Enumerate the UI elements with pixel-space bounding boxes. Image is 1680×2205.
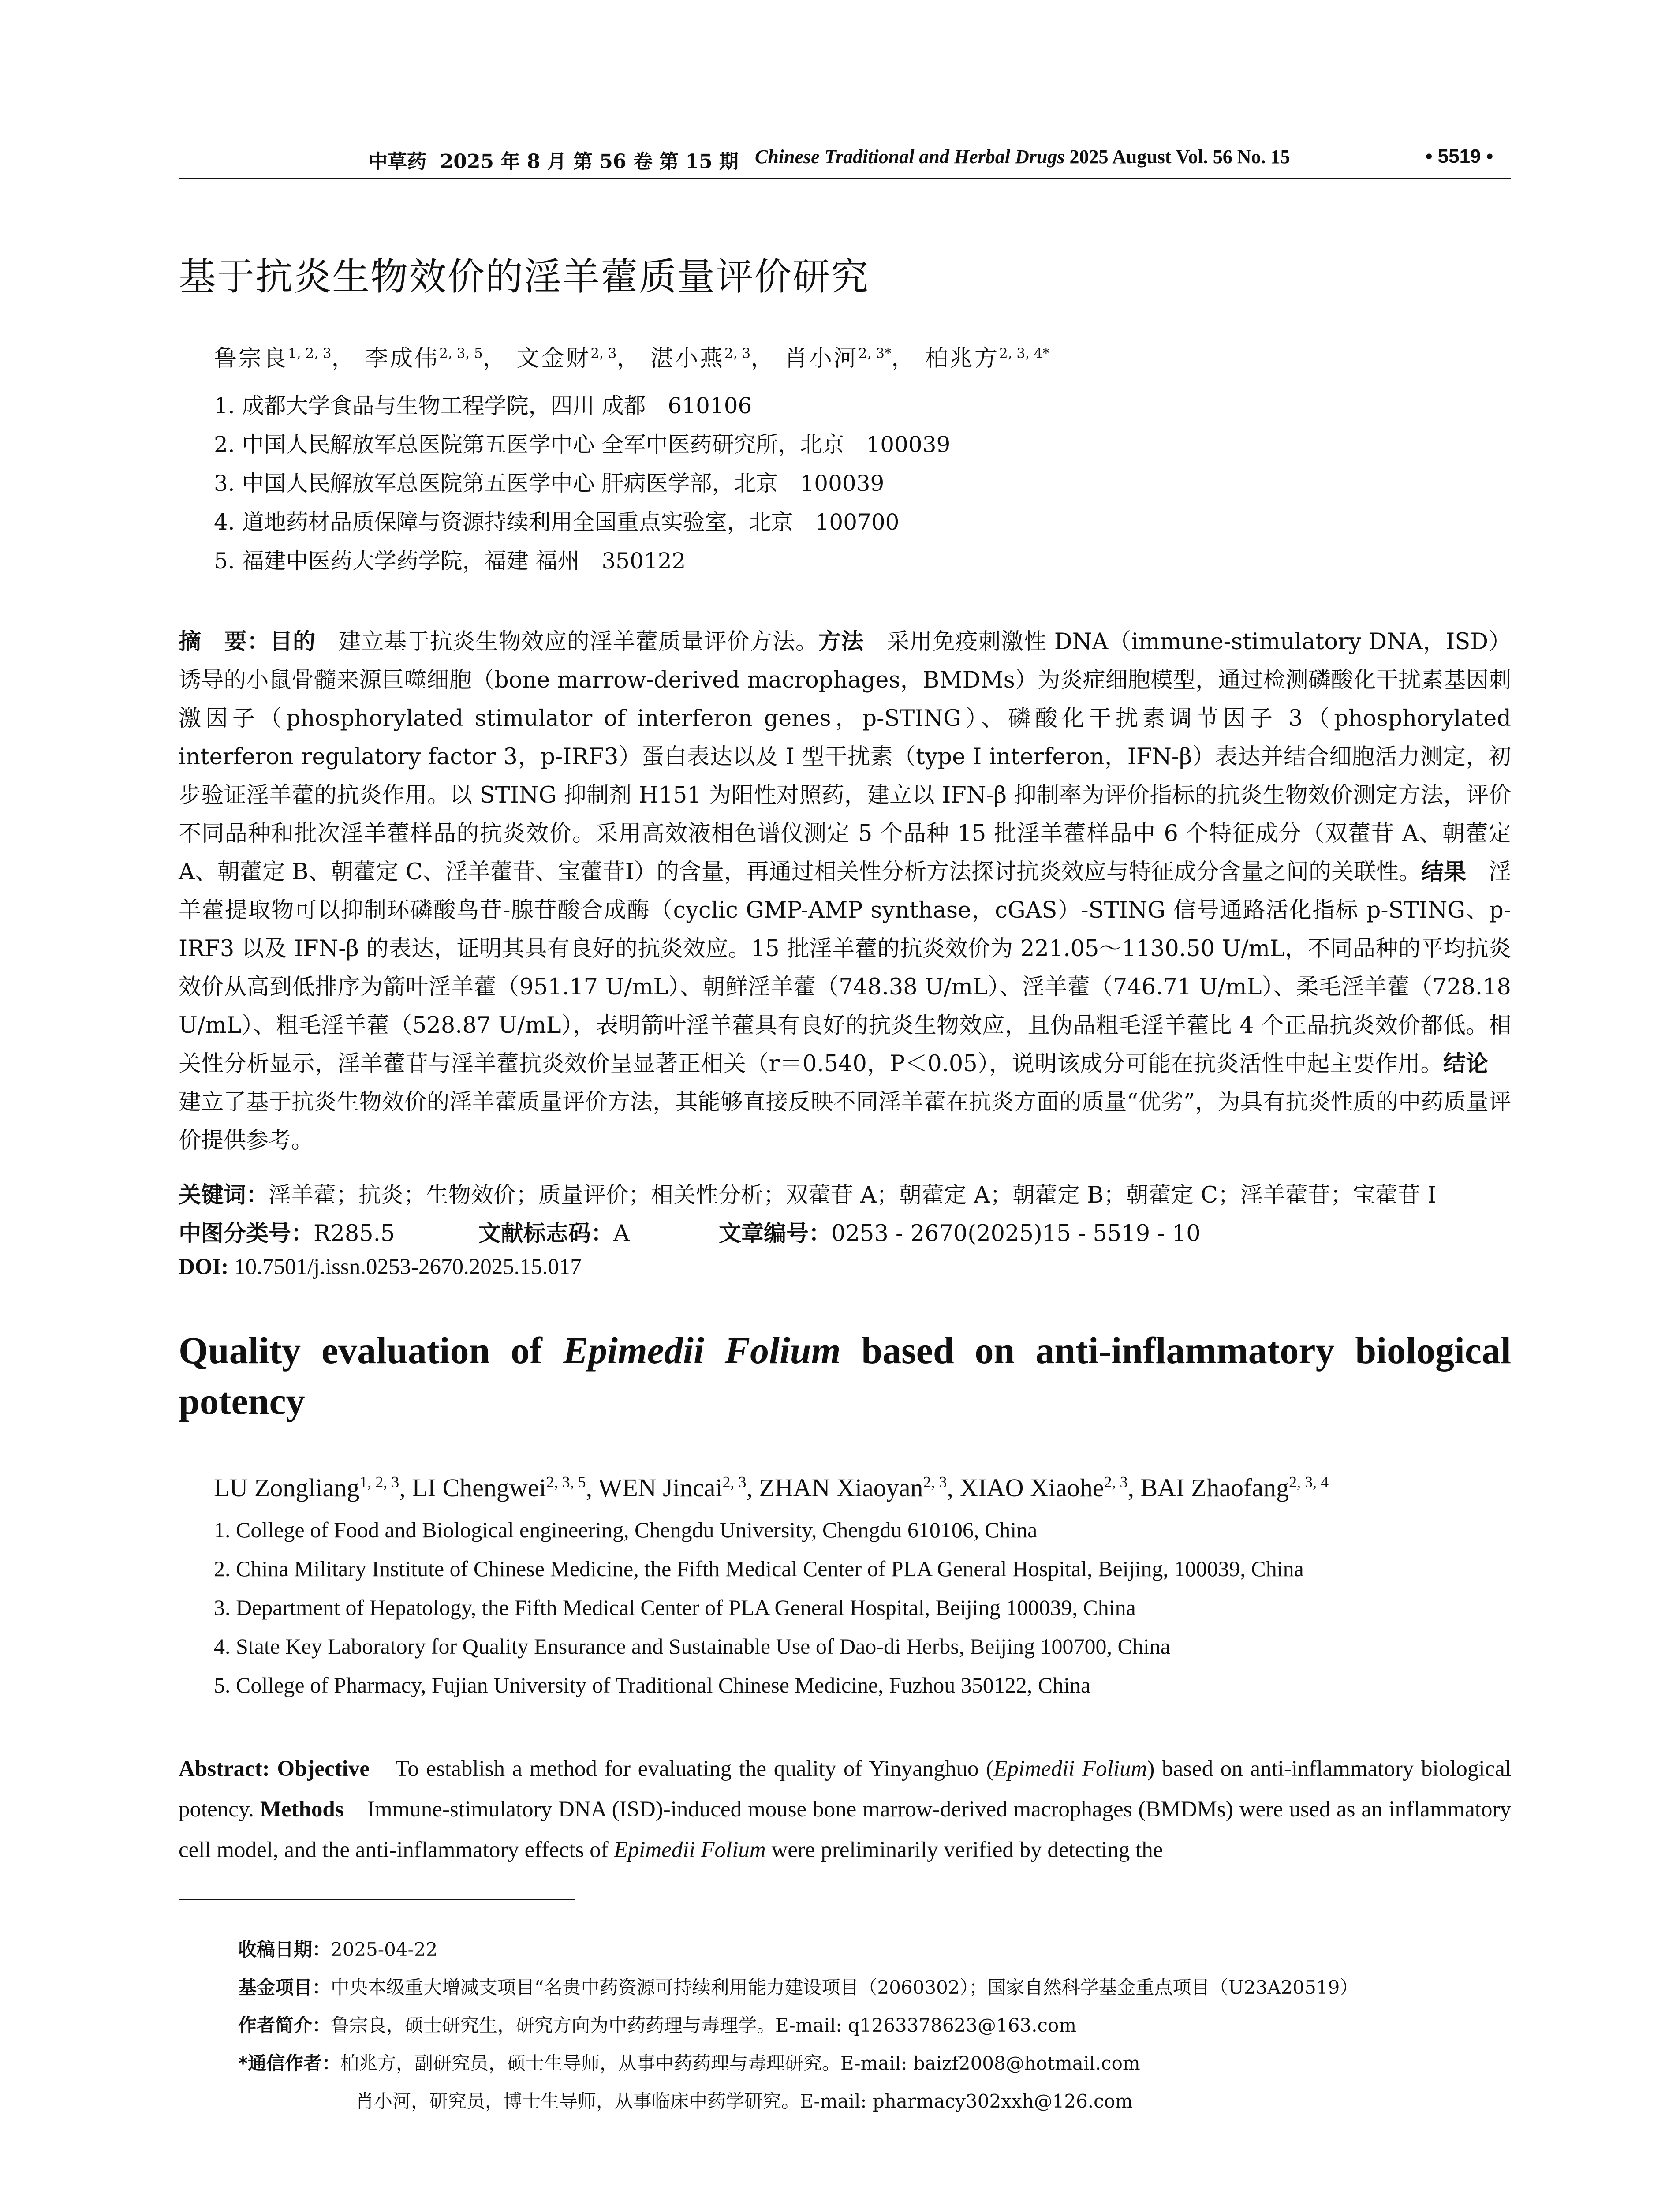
author-cn: 柏兆方$^{2, 3, 4*}$	[925, 345, 1050, 372]
methods-text: 采用免疫刺激性 DNA（immune-stimulatory DNA，ISD）诱导的小鼠骨髓来源巨噬细胞（bone marrow-derived macrophages，BMDMs）为炎症细胞模型，通过检测磷酸化干扰素基因刺激因子（phosphorylated stimulator of interferon genes，p-STING）、磷酸化干扰素调节因子 3（phosphorylated interferon regulatory factor 3，p-IRF3）蛋白表达以及 I 型干扰素（type I interferon，IFN-β）表达并结合细胞活力测定，初步验证淫羊藿的抗炎作用。以 STING 抑制剂 H151 为阳性对照药，建立以 IFN-β 抑制率为评价指标的抗炎生物效价测定方法，评价不同品种和批次淫羊藿样品的抗炎效价。采用高效液相色谱仪测定 5 个品种 15 批淫羊藿样品中 6 个特征成分（双藿苷 A、朝藿定 A、朝藿定 B、朝藿定 C、淫羊藿苷、宝藿苷I）的含量，再通过相关性分析方法探讨抗炎效应与特征成分含量之间的关联性。	[179, 629, 1511, 885]
abstract-cn	[179, 623, 1511, 1160]
author-en: WEN Jincai$^{2, 3}$,	[598, 1473, 759, 1502]
keywords-text: 淫羊藿；抗炎；生物效价；质量评价；相关性分析；双藿苷 A；朝藿定 A；朝藿定 B；朝藿定 C；淫羊藿苷；宝藿苷 I	[269, 1182, 1437, 1208]
affiliation-en: 2. China Military Institute of Chinese Medicine, the Fifth Medical Center of PLA General Hospital, Beijing, 100039, China	[214, 1556, 1304, 1581]
page-number: • 5519 •	[1426, 146, 1493, 167]
objective-text: 建立基于抗炎生物效应的淫羊藿质量评价方法。	[315, 629, 818, 655]
doi-label: DOI:	[179, 1255, 229, 1279]
author-cn: 肖小河$^{2, 3*}$，	[784, 345, 916, 372]
author-en: ZHAN Xiaoyan$^{2, 3}$,	[759, 1473, 960, 1502]
authors-cn	[214, 340, 1049, 373]
abstract-en: Abstract: Objective To establish a method for evaluating the quality of Yinyanghuo (Epimedii Folium) based on anti-inflammatory biological potency. Methods Immune-stimulatory DNA (ISD)-induced mouse bone marrow-derived macrophages (BMDMs) were used as an inflammatory cell model, and the anti-inflammatory effects of Epimedii Folium were preliminarily verified by detecting the	[179, 1757, 1512, 1862]
footnote-rule	[179, 1899, 575, 1900]
affiliation-cn: 1. 成都大学食品与生物工程学院，四川 成都 610106	[214, 393, 752, 419]
article-number-label: 文章编号：	[719, 1221, 832, 1247]
title-cn: 基于抗炎生物效价的淫羊藿质量评价研究	[179, 255, 870, 299]
affiliation-cn: 3. 中国人民解放军总医院第五医学中心 肝病医学部，北京 100039	[214, 471, 885, 496]
article-number	[719, 1215, 1201, 1248]
author-cn: 李成伟$^{2, 3, 5}$，	[365, 345, 508, 372]
affiliation-en: 3. Department of Hepatology, the Fifth Medical Center of PLA General Hospital, Beijing 100039, China	[214, 1595, 1136, 1620]
methods-en-label: Methods	[254, 1797, 344, 1822]
doc-code-value: A	[613, 1221, 630, 1247]
clc-label: 中图分类号：	[179, 1221, 314, 1247]
conclusion-text: 建立了基于抗炎生物效价的淫羊藿质量评价方法，其能够直接反映不同淫羊藿在抗炎方面的质量“优劣”，为具有抗炎性质的中药质量评价提供参考。	[179, 1051, 1511, 1154]
issue-cn: 2025 年 8 月 第 56 卷 第 15 期	[440, 150, 739, 173]
results-text: 淫羊藿提取物可以抑制环磷酸鸟苷-腺苷酸合成酶（cyclic GMP-AMP synthase，cGAS）-STING 信号通路活化指标 p-STING、p-IRF3 以及 IFN-β 的表达，证明其具有良好的抗炎效应。15 批淫羊藿的抗炎效价为 221.05～1130.50 U/mL，不同品种的平均抗炎效价从高到低排序为箭叶淫羊藿（951.17 U/mL）、朝鲜淫羊藿（748.38 U/mL）、淫羊藿（746.71 U/mL）、柔毛淫羊藿（728.18 U/mL）、粗毛淫羊藿（528.87 U/mL），表明箭叶淫羊藿具有良好的抗炎生物效应，且伪品粗毛淫羊藿比 4 个正品抗炎效价都低。相关性分析显示，淫羊藿苷与淫羊藿抗炎效价呈显著正相关（r＝0.540，P＜0.05），说明该成分可能在抗炎活性中起主要作用。	[179, 859, 1511, 1077]
abstract-label: 摘 要：	[179, 629, 270, 655]
author-en: XIAO Xiaohe$^{2, 3}$,	[959, 1473, 1141, 1502]
author-cn: 湛小燕$^{2, 3}$，	[650, 345, 776, 372]
keywords-label: 关键词：	[179, 1182, 269, 1208]
received-date: 收稿日期：2025-04-22	[238, 1939, 438, 1960]
author-bio: 作者简介：鲁宗良，硕士研究生，研究方向为中药药理与毒理学。E-mail: q1263378623@163.com	[238, 2014, 1077, 2036]
author-cn: 鲁宗良$^{1, 2, 3}$，	[214, 345, 356, 372]
title-en: Quality evaluation of Epimedii Folium based on anti-inflammatory biological potency	[179, 1329, 1511, 1422]
author-cn: 文金财$^{2, 3}$，	[516, 345, 642, 372]
article-number-value: 0253 - 2670(2025)15 - 5519 - 10	[831, 1221, 1201, 1247]
doc-code	[478, 1215, 630, 1248]
authors-en	[214, 1473, 1329, 1502]
journal-name-cn: 中草药	[368, 150, 426, 173]
journal-name-en: Chinese Traditional and Herbal Drugs	[755, 146, 1065, 168]
corresponding-author-2: 肖小河，研究员，博士生导师，从事临床中药学研究。E-mail: pharmacy302xxh@126.com	[355, 2090, 1133, 2112]
conclusion-label: 结论	[1443, 1051, 1489, 1077]
results-label: 结果	[1421, 859, 1466, 885]
affiliation-en: 1. College of Food and Biological engineering, Chengdu University, Chengdu 610106, China	[214, 1517, 1038, 1542]
doc-code-label: 文献标志码：	[478, 1221, 614, 1247]
title-en-species: Epimedii Folium	[563, 1329, 841, 1372]
doi-line	[179, 1254, 582, 1280]
author-en: BAI Zhaofang$^{2, 3, 4}$	[1140, 1473, 1329, 1502]
affiliation-en: 5. College of Pharmacy, Fujian University of Traditional Chinese Medicine, Fuzhou 350122, China	[214, 1673, 1091, 1697]
doi-link[interactable]: 10.7501/j.issn.0253-2670.2025.15.017	[228, 1255, 582, 1279]
methods-label: 方法	[818, 629, 864, 655]
corresponding-author: *通信作者：柏兆方，副研究员，硕士生导师，从事中药药理与毒理研究。E-mail: baizf2008@hotmail.com	[238, 2052, 1140, 2074]
journal-header-cn	[368, 146, 739, 174]
clc-value: R285.5	[314, 1221, 395, 1247]
author-en: LU Zongliang$^{1, 2, 3}$,	[214, 1473, 412, 1502]
fund-note: 基金项目：中央本级重大增减支项目“名贵中药资源可持续利用能力建设项目（2060302）；国家自然科学基金重点项目（U23A20519）	[238, 1977, 1359, 1998]
abstract-en-label: Abstract: Objective	[179, 1757, 370, 1781]
affiliation-cn: 2. 中国人民解放军总医院第五医学中心 全军中医药研究所，北京 100039	[214, 432, 951, 457]
issue-en: 2025 August Vol. 56 No. 15	[1069, 146, 1290, 168]
objective-label: 目的	[270, 629, 316, 655]
affiliation-cn: 5. 福建中医药大学药学院，福建 福州 350122	[214, 548, 686, 574]
header-rule	[179, 178, 1511, 179]
affiliation-cn: 4. 道地药材品质保障与资源持续利用全国重点实验室，北京 100700	[214, 509, 900, 535]
author-en: LI Chengwei$^{2, 3, 5}$,	[412, 1473, 598, 1502]
classification-line	[179, 1215, 395, 1248]
journal-header-en	[755, 146, 1290, 168]
keywords-cn	[179, 1177, 1436, 1209]
affiliation-en: 4. State Key Laboratory for Quality Ensurance and Sustainable Use of Dao-di Herbs, Beijing 100700, China	[214, 1634, 1170, 1659]
